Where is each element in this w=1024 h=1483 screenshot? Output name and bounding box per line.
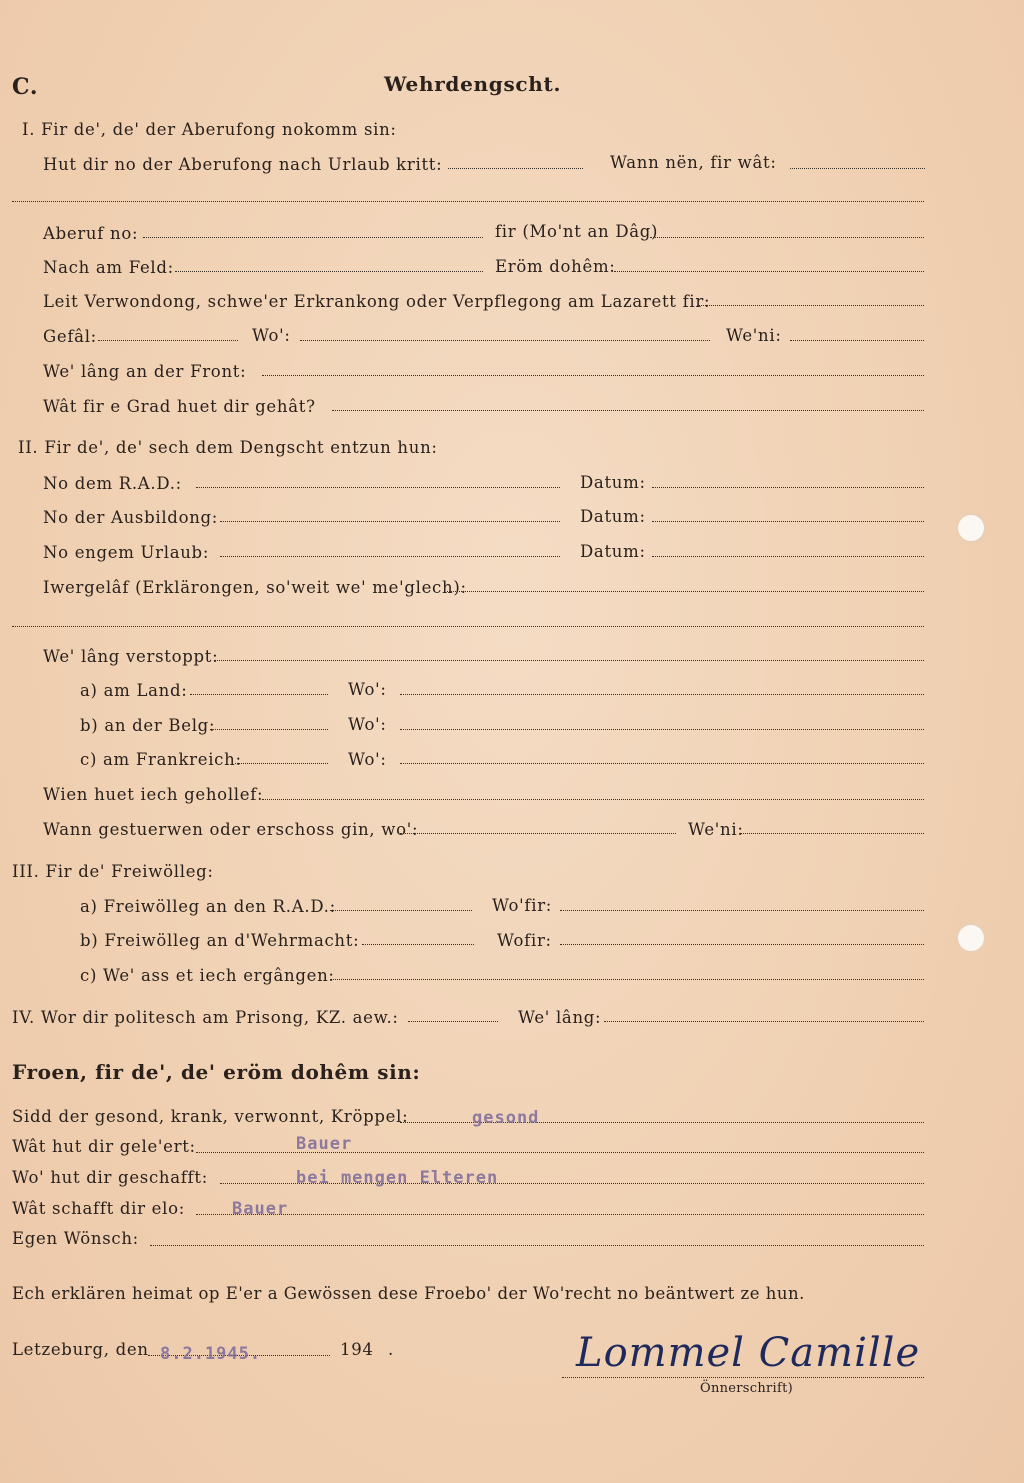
label-we-lang: We' lâng: (518, 1008, 602, 1027)
label-wonsch: Egen Wönsch: (12, 1229, 139, 1248)
field-datum-urlaub[interactable] (652, 556, 924, 557)
label-grad: Wât fir e Grad huet dir gehât? (43, 397, 316, 416)
field-land[interactable] (190, 694, 328, 695)
field-ausbildong[interactable] (220, 521, 560, 522)
label-aberuf: Aberuf no: (43, 224, 139, 243)
label-wofir-rad: Wo'fir: (492, 896, 553, 915)
stamp-geleert: Bauer (296, 1134, 353, 1154)
field-urlaub-continued[interactable] (12, 201, 924, 202)
field-wo-belg[interactable] (400, 729, 924, 730)
field-wofir-rad[interactable] (560, 910, 924, 911)
field-wann-nen[interactable] (790, 168, 925, 169)
punch-hole (958, 515, 984, 541)
label-gesond: Sidd der gesond, krank, verwonnt, Kröppel: (12, 1107, 409, 1126)
label-iwergelaf: Iwergelâf (Erklärongen, so'weit we' me'glech): (43, 578, 467, 597)
label-wo: Wo': (348, 680, 387, 699)
label-erganen: c) We' ass et iech ergângen: (80, 966, 335, 985)
stamp-elo: Bauer (232, 1199, 289, 1219)
declaration-text: Ech erklären heimat op E'er a Gewössen dese Froebo' der Wo'recht no beäntwert ze hun. (12, 1284, 805, 1303)
section-title: Wehrdengscht. (384, 72, 562, 96)
froen-heading: Froen, fir de', de' eröm dohêm sin: (12, 1060, 421, 1084)
field-rad[interactable] (196, 487, 560, 488)
label-nach-feld: Nach am Feld: (43, 258, 174, 277)
field-wo-land[interactable] (400, 694, 924, 695)
field-wofir-wehrmacht[interactable] (560, 944, 924, 945)
label-wann-nen: Wann nën, fir wât: (610, 153, 777, 172)
label-frankreich: c) am Frankreich: (80, 750, 242, 769)
field-we-lang[interactable] (604, 1021, 924, 1022)
field-erganen[interactable] (330, 979, 924, 980)
field-erom[interactable] (614, 271, 924, 272)
field-datum-rad[interactable] (652, 487, 924, 488)
punch-hole (958, 925, 984, 951)
field-iwergelaf[interactable] (447, 591, 924, 592)
label-land: a) am Land: (80, 681, 188, 700)
field-grad[interactable] (332, 410, 924, 411)
stamp-geschafft: bei mengen Elteren (296, 1168, 499, 1188)
year-dot: . (388, 1340, 394, 1359)
field-wo-frankreich[interactable] (400, 763, 924, 764)
field-gestuerwen[interactable] (400, 833, 676, 834)
label-freiwolleg-wehrmacht: b) Freiwölleg an d'Wehrmacht: (80, 931, 360, 950)
section-iii-heading: III. Fir de' Freiwölleg: (12, 862, 214, 881)
label-geleert: Wât hut dir gele'ert: (12, 1137, 196, 1156)
field-verstoppt[interactable] (215, 660, 924, 661)
field-elo[interactable] (196, 1214, 924, 1215)
field-wo[interactable] (300, 340, 710, 341)
label-place: Letzeburg, den (12, 1340, 149, 1359)
label-front: We' lâng an der Front: (43, 362, 247, 381)
field-urlaub[interactable] (448, 168, 583, 169)
field-wonsch[interactable] (150, 1245, 924, 1246)
stamp-date: 8.2.1945. (160, 1344, 262, 1364)
field-belg[interactable] (210, 729, 328, 730)
label-fir-dag: fir (Mo'nt an Dâg) (495, 222, 659, 241)
label-datum: Datum: (580, 473, 646, 492)
label-gefal: Gefâl: (43, 327, 97, 346)
section-i-heading: I. Fir de', de' der Aberufong nokomm sin: (22, 120, 397, 139)
label-freiwolleg-rad: a) Freiwölleg an den R.A.D.: (80, 897, 336, 916)
signature-label: Önnerschrift) (700, 1381, 794, 1396)
label-leit: Leit Verwondong, schwe'er Erkrankong oder Verpflegong am Lazarett fir: (43, 292, 711, 311)
stamp-gesond: gesond (472, 1108, 540, 1128)
section-ii-heading: II. Fir de', de' sech dem Dengscht entzun hun: (18, 438, 438, 457)
label-gehollef: Wien huet iech gehollef: (43, 785, 264, 804)
field-nach-feld[interactable] (175, 271, 483, 272)
field-fir-dag[interactable] (650, 237, 924, 238)
section-iv-heading: IV. Wor dir politesch am Prisong, KZ. aew.: (12, 1008, 399, 1027)
field-freiwolleg-wehrmacht[interactable] (362, 944, 474, 945)
label-urlaub: Hut dir no der Aberufong nach Urlaub kritt: (43, 155, 443, 174)
section-letter: C. (12, 74, 39, 100)
field-front[interactable] (262, 375, 924, 376)
label-datum: Datum: (580, 507, 646, 526)
field-signature[interactable] (562, 1377, 924, 1378)
field-gefal[interactable] (98, 340, 238, 341)
field-gehollef[interactable] (262, 799, 924, 800)
label-belg: b) an der Belg: (80, 716, 216, 735)
label-rad: No dem R.A.D.: (43, 474, 182, 493)
label-datum: Datum: (580, 542, 646, 561)
label-geschafft: Wo' hut dir geschafft: (12, 1168, 208, 1187)
label-verstoppt: We' lâng verstoppt: (43, 647, 219, 666)
label-year: 194 (340, 1340, 374, 1359)
field-freiwolleg-rad[interactable] (330, 910, 472, 911)
field-iwergelaf-continued[interactable] (12, 626, 924, 627)
label-wo: Wo': (348, 750, 387, 769)
field-datum-ausbildong[interactable] (652, 521, 924, 522)
field-urlaub-entzun[interactable] (220, 556, 560, 557)
label-elo: Wât schafft dir elo: (12, 1199, 186, 1218)
field-leit[interactable] (697, 305, 924, 306)
label-wo: Wo': (252, 326, 291, 345)
field-frankreich[interactable] (235, 763, 328, 764)
label-wo: Wo': (348, 715, 387, 734)
field-prisong[interactable] (408, 1021, 498, 1022)
field-aberuf[interactable] (143, 237, 483, 238)
label-ausbildong: No der Ausbildong: (43, 508, 219, 527)
label-gestuerwen: Wann gestuerwen oder erschoss gin, wo': (43, 820, 419, 839)
label-weni: We'ni: (688, 820, 744, 839)
label-wofir-wehrmacht: Wofir: (497, 931, 552, 950)
label-weni: We'ni: (726, 326, 782, 345)
field-weni[interactable] (790, 340, 924, 341)
label-erom: Eröm dohêm: (495, 257, 616, 276)
field-weni-gestuerwen[interactable] (740, 833, 924, 834)
signature: Lommel Camille (576, 1330, 921, 1376)
label-urlaub-entzun: No engem Urlaub: (43, 543, 210, 562)
